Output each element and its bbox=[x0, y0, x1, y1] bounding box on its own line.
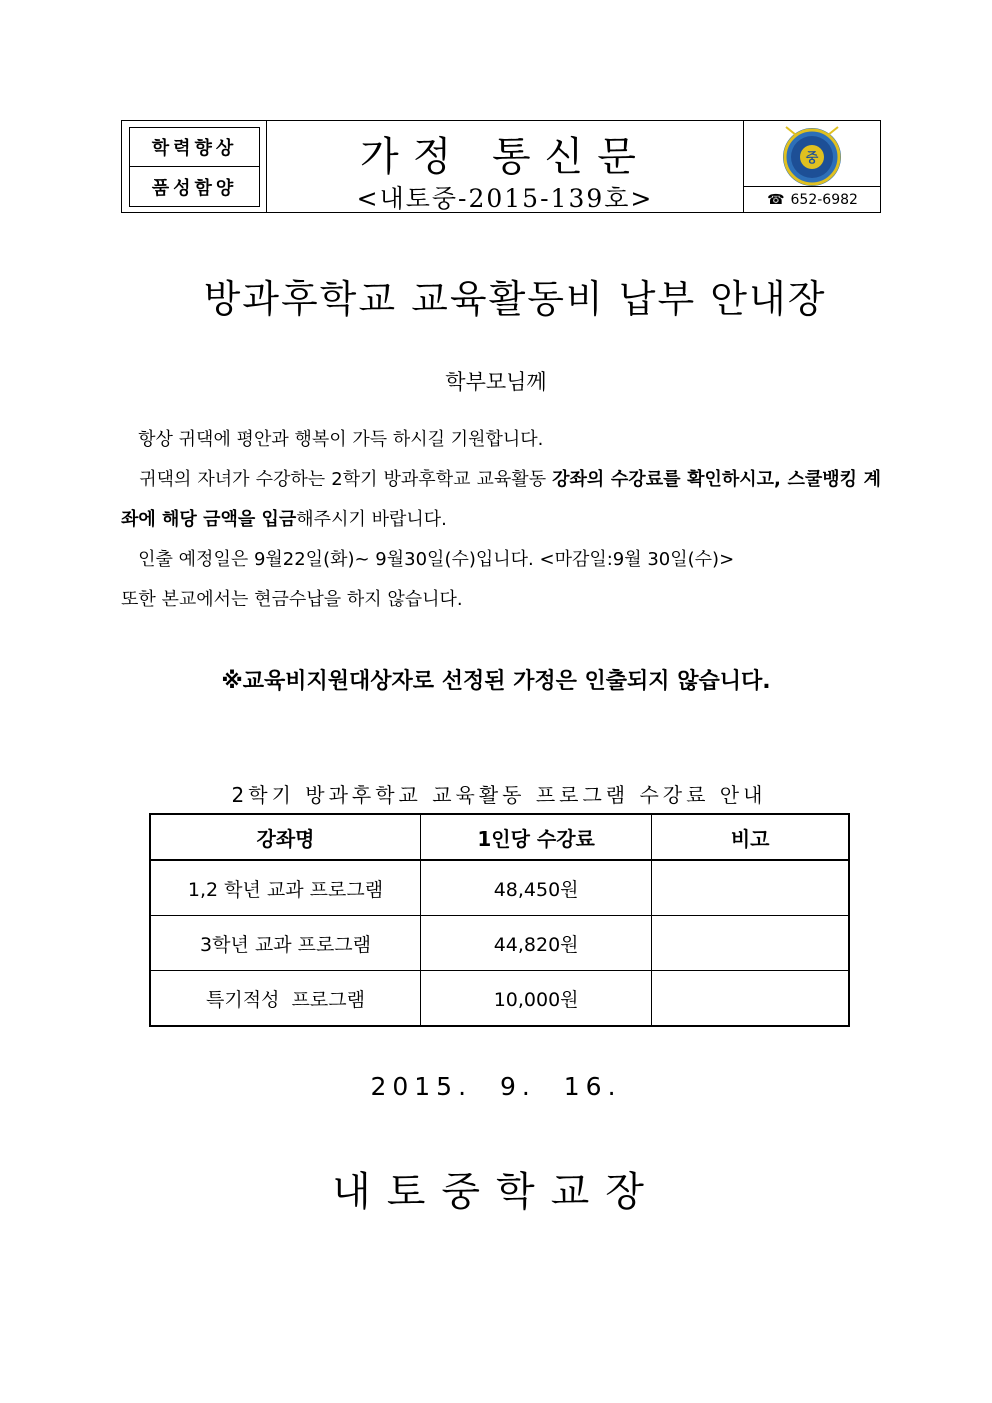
title-cell bbox=[266, 121, 744, 212]
course-fee: 10,000원 bbox=[421, 971, 652, 1027]
motto-top: 학력향상 bbox=[130, 128, 259, 167]
paragraph-no-cash: 또한 본교에서는 현금수납을 하지 않습니다. bbox=[121, 589, 463, 610]
phone-contact bbox=[744, 186, 881, 212]
header-box bbox=[121, 120, 881, 213]
table-row bbox=[150, 860, 849, 916]
issue-number: <내토중-2015-139호> bbox=[356, 184, 654, 213]
course-name: 3학년 교과 프로그램 bbox=[150, 916, 421, 971]
table-caption: 2학기 방과후학교 교육활동 프로그램 수강료 안내 bbox=[231, 783, 767, 807]
header-course-name: 강좌명 bbox=[150, 814, 421, 860]
fee-table bbox=[149, 813, 850, 1027]
course-name: 1,2 학년 교과 프로그램 bbox=[150, 860, 421, 916]
course-fee: 48,450원 bbox=[421, 860, 652, 916]
header-note: 비고 bbox=[652, 814, 849, 860]
table-row bbox=[150, 916, 849, 971]
table-row bbox=[150, 971, 849, 1027]
paragraph-greeting-text: 항상 귀댁에 평안과 행복이 가득 하시길 기원합니다. bbox=[138, 429, 544, 450]
course-fee: 44,820원 bbox=[421, 916, 652, 971]
logo-cell bbox=[744, 121, 881, 212]
paragraph-greeting bbox=[121, 420, 881, 460]
phone-icon: ☎ bbox=[767, 191, 785, 208]
signatory: 내토중학교장 bbox=[332, 1169, 660, 1215]
document-title: 방과후학교 교육활동비 납부 안내장 bbox=[203, 277, 827, 321]
paragraph-payment-text: 귀댁의 자녀가 수강하는 2학기 방과후학교 교육활동 bbox=[139, 469, 553, 490]
school-logo bbox=[744, 121, 881, 188]
paragraph-withdrawal-date bbox=[121, 540, 881, 580]
issue-date: 2015. 9. 16. bbox=[370, 1072, 622, 1101]
paragraph-payment-emphasis: 강좌의 수강료를 확인하시고, 스쿨뱅킹 계좌에 해당 금액을 입금 bbox=[121, 469, 882, 530]
phone-number: 652-6982 bbox=[790, 191, 858, 208]
course-note bbox=[652, 971, 849, 1027]
motto-bottom: 품성함양 bbox=[151, 177, 238, 199]
paragraph-payment-end: 해주시기 바랍니다. bbox=[296, 509, 447, 530]
newsletter-title: 가정 통신문 bbox=[360, 134, 650, 180]
paragraph-withdrawal-text: 인출 예정일은 9월22일(화)~ 9월30일(수)입니다. <마감일:9월 30일(수)> bbox=[138, 549, 735, 570]
logo-text: 중 bbox=[805, 151, 819, 166]
header-fee: 1인당 수강료 bbox=[421, 814, 652, 860]
course-name: 특기적성 프로그램 bbox=[150, 971, 421, 1027]
paragraph-payment bbox=[121, 460, 881, 540]
course-note bbox=[652, 860, 849, 916]
notice: ※교육비지원대상자로 선정된 가정은 인출되지 않습니다. bbox=[221, 669, 771, 694]
course-note bbox=[652, 916, 849, 971]
salutation: 학부모님께 bbox=[445, 370, 547, 394]
table-header-row bbox=[150, 814, 849, 860]
school-motto-box bbox=[129, 127, 260, 207]
